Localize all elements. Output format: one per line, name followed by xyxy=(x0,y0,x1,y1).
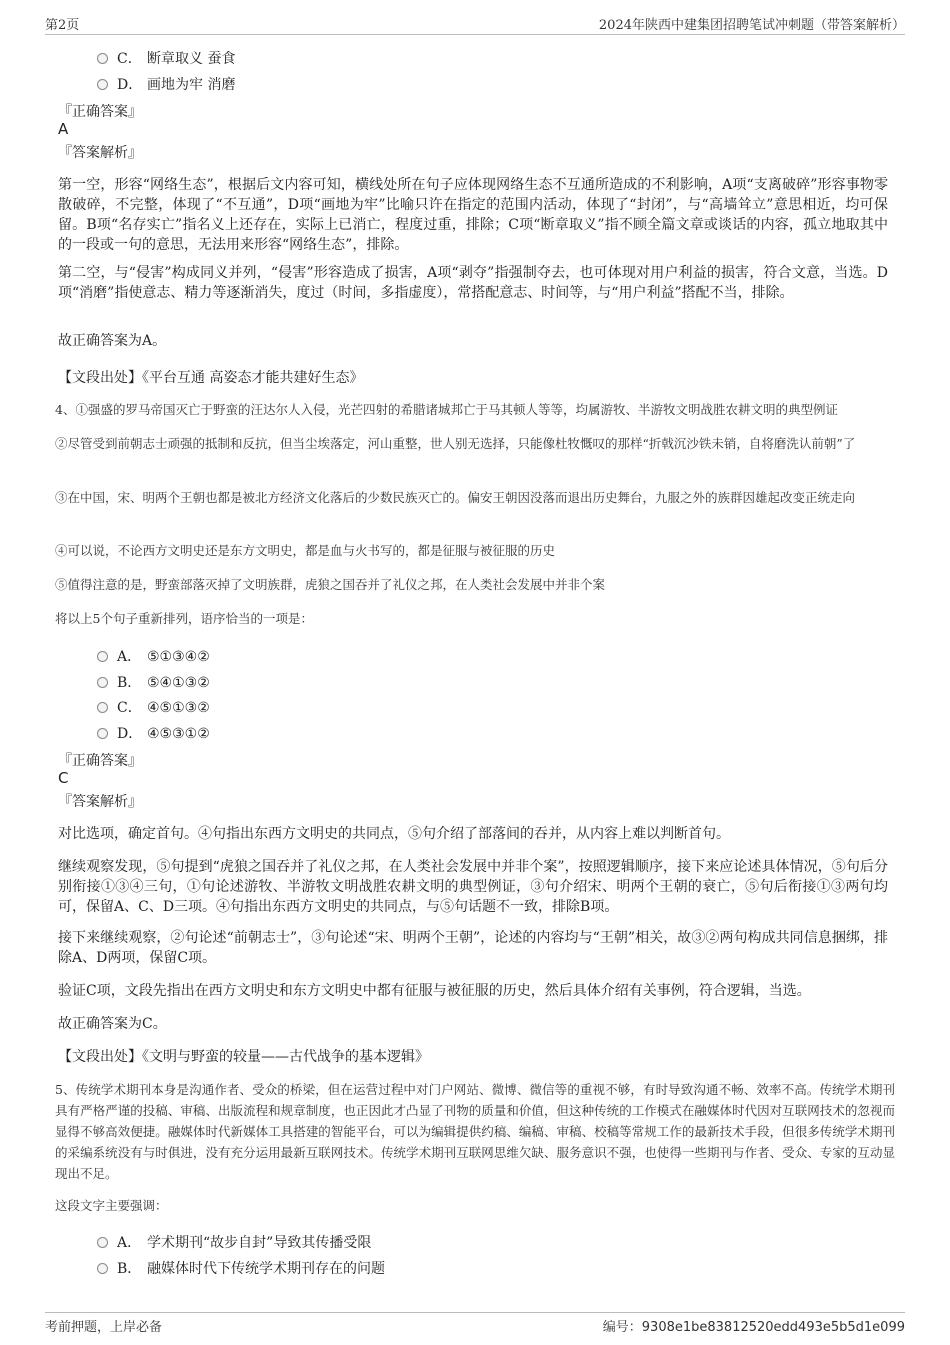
q4-analysis-para-1: 对比选项，确定首句。④句指出东西方文明史的共同点，⑤句介绍了部落间的吞并，从内容上难以判断首句。 xyxy=(58,826,730,842)
q4-sentence-3: ③在中国，宋、明两个王朝也都是被北方经济文化落后的少数民族灭亡的。偏安王朝因没落而退出历史舞台，九服之外的族群因雄起改变正统走向 xyxy=(55,490,856,505)
q5-option-a[interactable]: A． 学术期刊“故步自封”导致其传播受限 xyxy=(97,1232,371,1252)
q3-option-d[interactable]: D． 画地为牢 消磨 xyxy=(97,74,235,94)
q3-answer: A xyxy=(58,120,69,138)
q5-option-b[interactable]: B． 融媒体时代下传统学术期刊存在的问题 xyxy=(97,1258,385,1278)
q3-analysis-para-3: 故正确答案为A。 xyxy=(58,333,167,349)
radio-icon[interactable] xyxy=(97,53,108,64)
code-label: 编号： xyxy=(602,1320,642,1335)
q4-option-c[interactable]: C． ④⑤①③② xyxy=(97,697,210,717)
document-code xyxy=(603,1316,905,1335)
radio-icon[interactable] xyxy=(97,651,108,662)
q4-sentence-1: 4、①强盛的罗马帝国灭亡于野蛮的汪达尔人入侵，光芒四射的希腊诸城邦亡于马其顿人等等，均属游牧、半游牧文明战胜农耕文明的典型例证 xyxy=(55,402,838,417)
footer-slogan: 考前押题，上岸必备 xyxy=(45,1320,163,1335)
q4-sentence-2: ②尽管受到前朝志士顽强的抵制和反抗，但当尘埃落定，河山重整，世人别无选择，只能像杜牧慨叹的那样“折戟沉沙铁未销，自将磨洗认前朝”了 xyxy=(55,436,856,451)
q5-stem: 5、传统学术期刊本身是沟通作者、受众的桥梁，但在运营过程中对门户网站、微博、微信等的重视不够，有时导致沟通不畅、效率不高。传统学术期刊具有严格严谨的投稿、审稿、出版流程和规章制度，也正因此才凸显了刊物的质量和价值，但这种传统的工作模式在融媒体时代因对互联网技术的忽视而显得不够高效便捷。融媒体时代新媒体工具搭建的智能平台，可以为编辑提供约稿、编稿、审稿、校稿等常规工作的最新技术手段，但很多传统学术期刊的采编系统没有与时俱进，没有充分运用最新互联网技术。传统学术期刊互联网思维欠缺、服务意识不强，也使得一些期刊与作者、受众、专家的互动显现出不足。 xyxy=(55,1082,895,1181)
q4-sentence-4: ④可以说，不论西方文明史还是东方文明史，都是血与火书写的，都是征服与被征服的历史 xyxy=(55,543,556,558)
page-header xyxy=(45,14,905,35)
q4-option-d[interactable]: D． ④⑤③①② xyxy=(97,723,210,743)
radio-icon[interactable] xyxy=(97,1237,108,1248)
document-title: 2024年陕西中建集团招聘笔试冲刺题（带答案解析） xyxy=(598,18,905,33)
q4-analysis-para-3: 接下来继续观察，②句论述“前朝志士”，③句论述“宋、明两个王朝”，论述的内容均与“王朝”相关，故③②两句构成共同信息捆绑，排除A、D两项，保留C项。 xyxy=(58,930,888,966)
q3-analysis-label: 『答案解析』 xyxy=(58,145,142,161)
q4-option-a[interactable]: A． ⑤①③④② xyxy=(97,646,210,666)
q3-source: 【文段出处】《平台互通 高姿态才能共建好生态》 xyxy=(58,370,364,386)
q4-analysis-para-5: 故正确答案为C。 xyxy=(58,1016,167,1032)
q4-option-b[interactable]: B． ⑤④①③② xyxy=(97,672,210,692)
q3-option-c[interactable]: C． 断章取义 蚕食 xyxy=(97,48,235,68)
radio-icon[interactable] xyxy=(97,677,108,688)
q4-prompt: 将以上5个句子重新排列，语序恰当的一项是： xyxy=(55,611,313,626)
q4-answer-label: 『正确答案』 xyxy=(58,753,142,769)
q4-analysis-label: 『答案解析』 xyxy=(58,794,142,810)
q4-sentence-5: ⑤值得注意的是，野蛮部落灭掉了文明族群，虎狼之国吞并了礼仪之邦，在人类社会发展中并非个案 xyxy=(55,577,606,592)
q3-analysis-para-1: 第一空，形容“网络生态”，根据后文内容可知，横线处所在句子应体现网络生态不互通所造成的不利影响，A项“支离破碎”形容事物零散破碎，不完整，体现了“不互通”，D项“画地为牢”比喻只许在指定的范围内活动，体现了“封闭”，与“高墙耸立”意思相近，均可保留。B项“名存实亡”指名义上还存在，实际上已消亡，程度过重，排除；C项“断章取义”指不顾全篇文章或谈话的内容，孤立地取其中的一段或一句的意思，无法用来形容“网络生态”，排除。 xyxy=(58,177,888,253)
q4-analysis-para-2: 继续观察发现，⑤句提到“虎狼之国吞并了礼仪之邦，在人类社会发展中并非个案”，按照逻辑顺序，接下来应论述具体情况，⑤句后分别衔接①③④三句，①句论述游牧、半游牧文明战胜农耕文明的典型例证，③句介绍宋、明两个王朝的衰亡，⑤句后衔接①③两句均可，保留A、C、D三项。④句指出东西方文明史的共同点，与⑤句话题不一致，排除B项。 xyxy=(58,859,888,915)
q4-source: 【文段出处】《文明与野蛮的较量——古代战争的基本逻辑》 xyxy=(58,1049,429,1065)
radio-icon[interactable] xyxy=(97,1263,108,1274)
radio-icon[interactable] xyxy=(97,79,108,90)
q4-analysis-para-4: 验证C项，文段先指出在西方文明史和东方文明史中都有征服与被征服的历史，然后具体介绍有关事例，符合逻辑，当选。 xyxy=(58,983,811,999)
q4-answer: C xyxy=(58,769,69,787)
page-footer xyxy=(45,1312,905,1336)
q3-analysis-para-2: 第二空，与“侵害”构成同义并列，“侵害”形容造成了损害，A项“剥夺”指强制夺去，也可体现对用户利益的损害，符合文意，当选。D项“消磨”指使意志、精力等逐渐消失，度过（时间，多指虚度），常搭配意志、时间等，与“用户利益”搭配不当，排除。 xyxy=(58,265,888,301)
q3-answer-label: 『正确答案』 xyxy=(58,104,142,120)
q5-prompt: 这段文字主要强调： xyxy=(55,1198,168,1213)
page-number: 第2页 xyxy=(45,18,80,33)
radio-icon[interactable] xyxy=(97,728,108,739)
radio-icon[interactable] xyxy=(97,702,108,713)
code-value: 9308e1be83812520edd493e5b5d1e099 xyxy=(641,1320,905,1335)
